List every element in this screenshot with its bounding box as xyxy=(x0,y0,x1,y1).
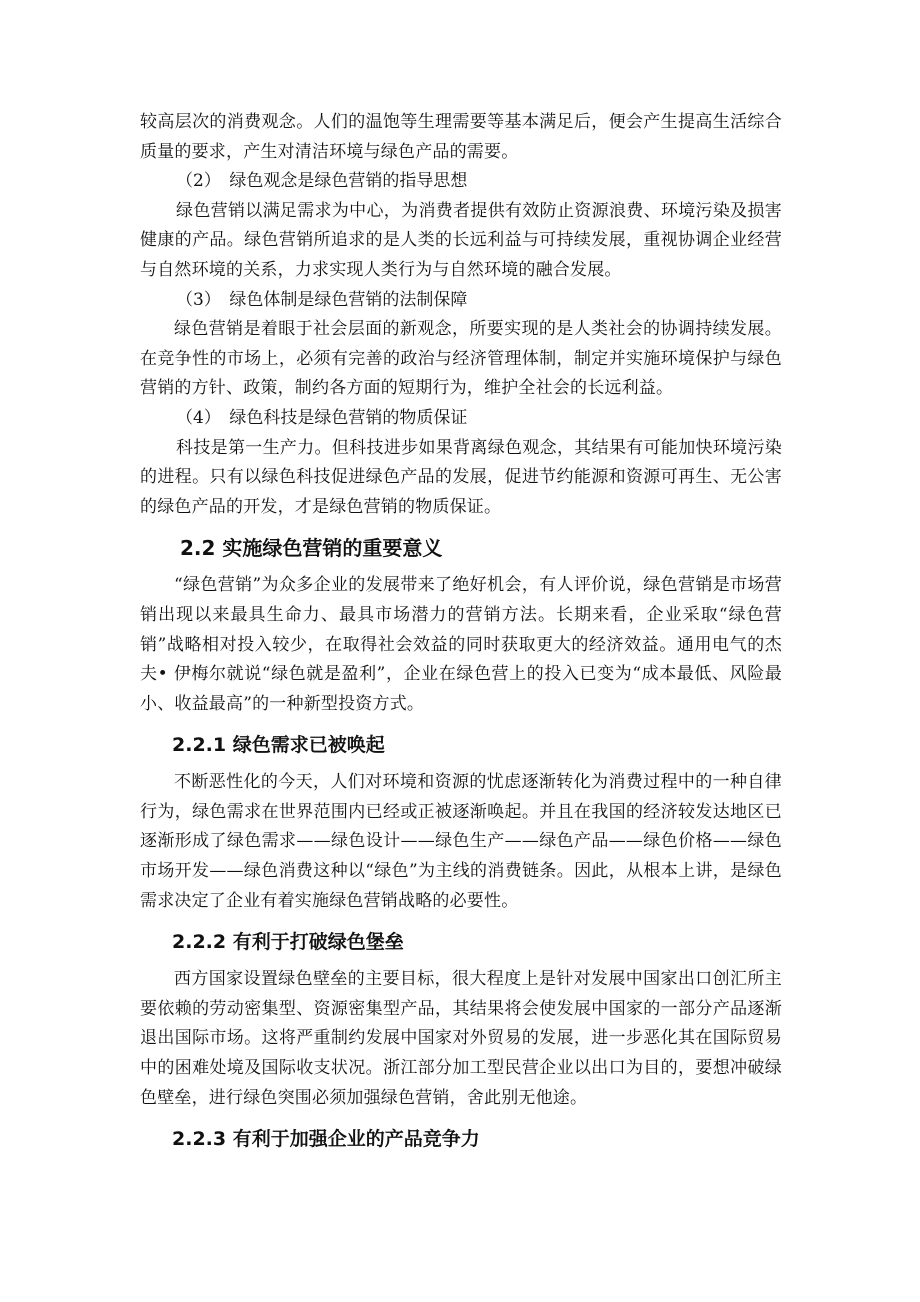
paragraph: 较高层次的消费观念。人们的温饱等生理需要等基本满足后，便会产生提高生活综合质量的要求，产生对清洁环境与绿色产品的需要。 xyxy=(140,112,782,162)
numbered-subheading: （4） 绿色科技是绿色营销的物质保证 xyxy=(176,407,468,428)
numbered-subheading: （3） 绿色体制是绿色营销的法制保障 xyxy=(176,289,468,310)
paragraph: 科技是第一生产力。但科技进步如果背离绿色观念，其结果有可能加快环境污染的进程。只有以绿色科技促进绿色产品的发展，促进节约能源和资源可再生、无公害的绿色产品的开发，才是绿色营销的物质保证。 xyxy=(140,437,782,517)
paragraph: “绿色营销”为众多企业的发展带来了绝好机会，有人评价说，绿色营销是市场营销出现以来最具生命力、最具市场潜力的营销方法。长期来看，企业采取“绿色营销”战略相对投入较少，在取得社会效益的同时获取更大的经济效益。通用电气的杰夫• 伊梅尔就说“绿色就是盈利”，企业在绿色营上的投入已变为“成本最低、风险最小、收益最高”的一种新型投资方式。 xyxy=(140,575,782,714)
paragraph: 不断恶性化的今天，人们对环境和资源的忧虑逐渐转化为消费过程中的一种自律行为，绿色需求在世界范围内已经或正被逐渐唤起。并且在我国的经济较发达地区已逐渐形成了绿色需求——绿色设计——绿色生产——绿色产品——绿色价格——绿色市场开发——绿色消费这种以“绿色”为主线的消费链条。因此，从根本上讲，是绿色需求决定了企业有着实施绿色营销战略的必要性。 xyxy=(140,772,782,911)
numbered-subheading: （2） 绿色观念是绿色营销的指导思想 xyxy=(176,171,468,192)
section-heading: 2.2 实施绿色营销的重要意义 xyxy=(180,536,443,561)
subsection-heading: 2.2.2 有利于打破绿色堡垒 xyxy=(172,931,404,954)
document-page xyxy=(140,108,782,1162)
subsection-heading: 2.2.3 有利于加强企业的产品竞争力 xyxy=(172,1128,480,1151)
paragraph: 西方国家设置绿色壁垒的主要目标，很大程度上是针对发展中国家出口创汇所主要依赖的劳动密集型、资源密集型产品，其结果将会使发展中国家的一部分产品逐渐退出国际市场。这将严重制约发展中国家对外贸易的发展，进一步恶化其在国际贸易中的困难处境及国际收支状况。浙江部分加工型民营企业以出口为目的，要想冲破绿色壁垒，进行绿色突围必须加强绿色营销，舍此别无他途。 xyxy=(140,969,782,1108)
paragraph: 绿色营销是着眼于社会层面的新观念，所要实现的是人类社会的协调持续发展。在竞争性的市场上，必须有完善的政治与经济管理体制，制定并实施环境保护与绿色营销的方针、政策，制约各方面的短期行为，维护全社会的长远利益。 xyxy=(140,319,782,399)
subsection-heading: 2.2.1 绿色需求已被唤起 xyxy=(172,734,385,757)
paragraph: 绿色营销以满足需求为中心，为消费者提供有效防止资源浪费、环境污染及损害健康的产品。绿色营销所追求的是人类的长远利益与可持续发展，重视协调企业经营与自然环境的关系，力求实现人类行为与自然环境的融合发展。 xyxy=(140,200,782,280)
